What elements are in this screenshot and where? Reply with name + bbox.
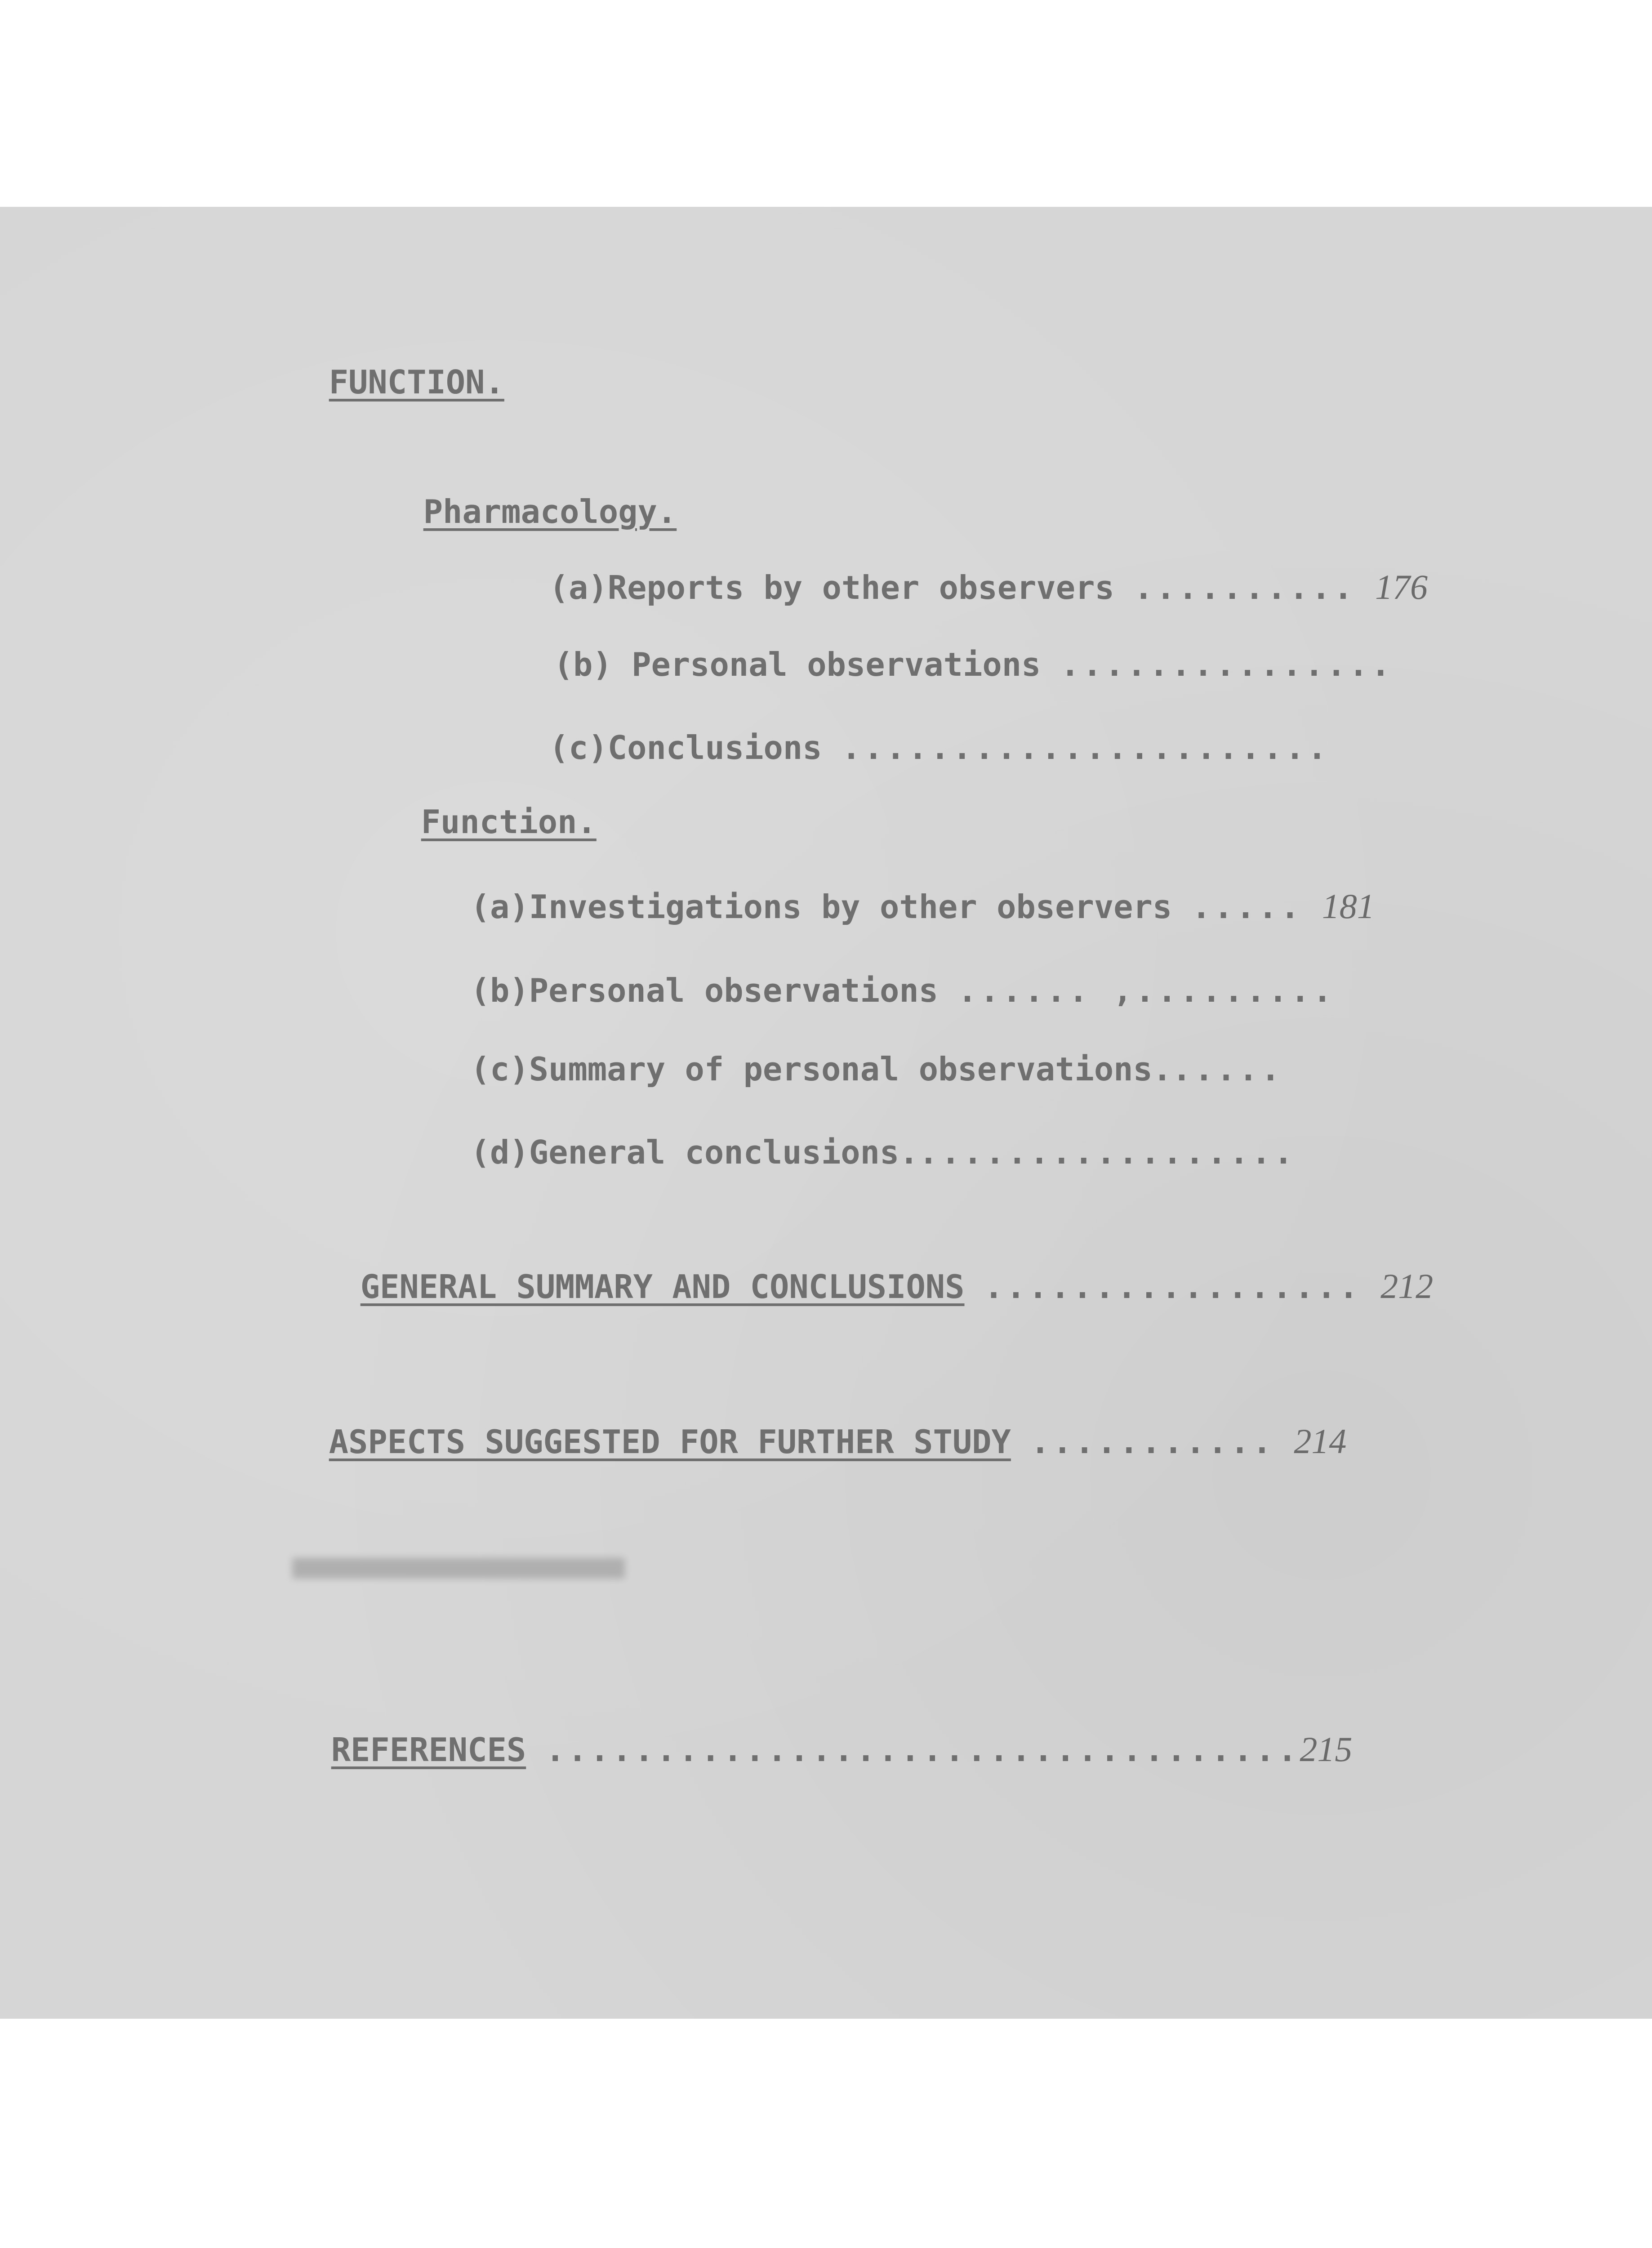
toc-entry-pharm-a — [510, 537, 1428, 605]
function-sub-heading — [382, 773, 597, 841]
function-heading — [290, 334, 504, 401]
toc-entry-label: ASPECTS SUGGESTED FOR FURTHER STUDY — [329, 1423, 1011, 1461]
obscured-entry — [292, 1558, 625, 1579]
toc-entry-page: 176 — [1375, 567, 1428, 607]
toc-entry-general-summary — [321, 1236, 1433, 1304]
toc-entry-page: 215 — [1300, 1730, 1353, 1769]
toc-entry-leader: ................. — [984, 1268, 1361, 1306]
pharmacology-heading-text: Pharmacology. — [423, 493, 677, 531]
toc-entry-func-b — [432, 942, 1335, 1007]
toc-entry-page: 212 — [1380, 1267, 1434, 1306]
toc-entry-label: REFERENCES — [331, 1731, 526, 1769]
toc-entry-label: (a)Reports by other observers — [549, 569, 1114, 607]
toc-entry-references — [292, 1699, 1352, 1767]
toc-entry-label: (d)General conclusions. — [470, 1133, 919, 1171]
pharmacology-heading — [384, 463, 677, 531]
toc-entry-label: (b)Personal observations — [470, 972, 939, 1009]
toc-entry-label: (c)Summary of personal observations. — [470, 1050, 1172, 1088]
toc-entry-leader: ...................... — [841, 729, 1330, 767]
toc-entry-leader: ............... — [1060, 646, 1393, 683]
toc-entry-leader: ........... — [1030, 1423, 1275, 1461]
toc-entry-leader: ..... — [1191, 888, 1303, 926]
toc-entry-label: GENERAL SUMMARY AND CONCLUSIONS — [360, 1268, 965, 1306]
toc-entry-label: (c)Conclusions — [549, 729, 822, 767]
toc-entry-label: (a)Investigations by other observers — [470, 888, 1172, 926]
toc-entry-pharm-b — [515, 616, 1393, 681]
toc-entry-leader: ................. — [918, 1133, 1296, 1171]
toc-entry-leader: ...... ,......... — [957, 972, 1335, 1009]
toc-entry-aspects — [290, 1392, 1346, 1459]
toc-entry-label: (b) Personal observations — [553, 646, 1041, 683]
toc-entry-func-c — [432, 1021, 1283, 1088]
toc-entry-leader: .................................. — [545, 1731, 1300, 1769]
function-sub-heading-text: Function. — [421, 803, 597, 841]
toc-entry-func-a — [432, 856, 1375, 924]
toc-entry-func-d — [432, 1104, 1296, 1169]
toc-entry-leader: .......... — [1134, 569, 1356, 607]
toc-entry-page: 181 — [1322, 887, 1375, 926]
toc-entry-pharm-c — [510, 699, 1330, 767]
toc-entry-leader: ..... — [1172, 1050, 1283, 1088]
toc-entry-page: 214 — [1294, 1422, 1347, 1461]
function-heading-text: FUNCTION. — [329, 363, 504, 401]
